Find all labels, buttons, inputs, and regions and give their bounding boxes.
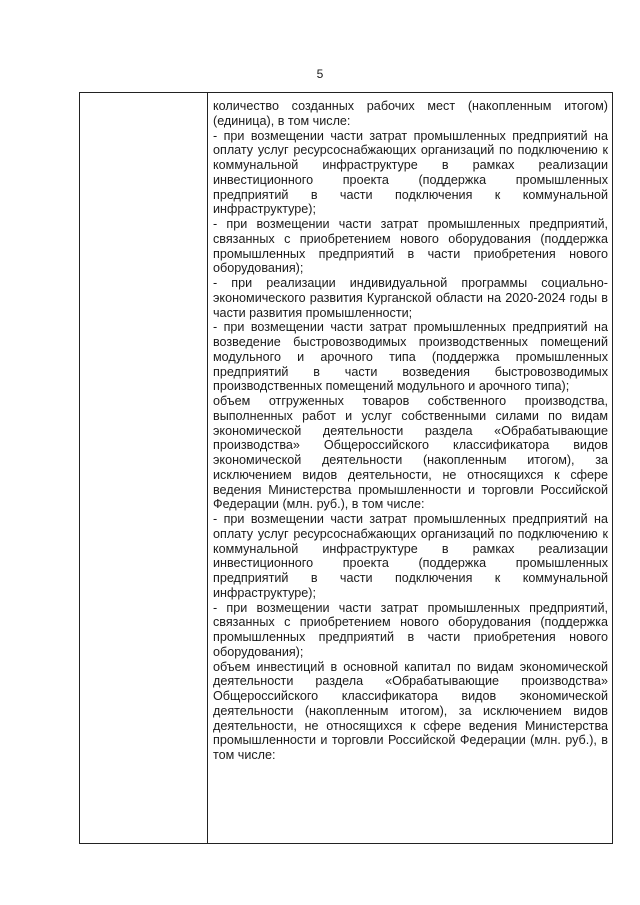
document-table — [79, 92, 613, 844]
paragraph-shipped-utility-connection: - при возмещении части затрат промышленных предприятий на оплату услуг ресурсоснабжающих организаций по подключению к коммунальной инфраструктуре в рамках реализации инвестиционного проекта (поддержка промышленных предприятий в части подключения к коммунальной инфраструктуре); — [213, 512, 608, 600]
paragraph-shipped-new-equipment: - при возмещении части затрат промышленных предприятий, связанных с приобретением нового оборудования (поддержка промышленных предприятий в части приобретения нового оборудования); — [213, 600, 608, 659]
paragraph-jobs-utility-connection: - при возмещении части затрат промышленных предприятий на оплату услуг ресурсоснабжающих организаций по подключению к коммунальной инфраструктуре в рамках реализации инвестиционного проекта (поддержка промышленных предприятий в части подключения к коммунальной инфраструктуре); — [213, 128, 608, 217]
paragraph-jobs-created: количество созданных рабочих мест (накопленным итогом) (единица), в том числе: — [213, 99, 608, 128]
table-left-cell — [80, 93, 208, 843]
paragraph-jobs-individual-program: - при реализации индивидуальной программы социально-экономического развития Курганской области на 2020-2024 годы в части развития промышленности; — [213, 276, 608, 320]
paragraph-jobs-modular-buildings: - при возмещении части затрат промышленных предприятий на возведение быстровозводимых производственных помещений модульного и арочного типа (поддержка промышленных предприятий в части возведения быстровозводимых производственных помещений модульного и арочного типа); — [213, 320, 608, 394]
paragraph-jobs-new-equipment: - при возмещении части затрат промышленных предприятий, связанных с приобретением нового оборудования (поддержка промышленных предприятий в части приобретения нового оборудования); — [213, 217, 608, 276]
paragraph-investments: объем инвестиций в основной капитал по видам экономической деятельности раздела «Обрабатывающие производства» Общероссийского классификатора видов экономической деятельности (накопленным итогом), за исключением видов деятельности, не относящихся к сфере ведения Министерства промышленности и торговли Российской Федерации (млн. руб.), в том числе: — [213, 659, 608, 762]
paragraph-shipped-goods: объем отгруженных товаров собственного производства, выполненных работ и услуг собственными силами по видам экономической деятельности раздела «Обрабатывающие производства» Общероссийского классификатора видов экономической деятельности (накопленным итогом), за исключением видов деятельности, не относящихся к сфере ведения Министерства промышленности и торговли Российской Федерации (млн. руб.), в том числе: — [213, 394, 608, 512]
page-number: 5 — [316, 67, 324, 81]
table-right-cell — [208, 93, 612, 843]
